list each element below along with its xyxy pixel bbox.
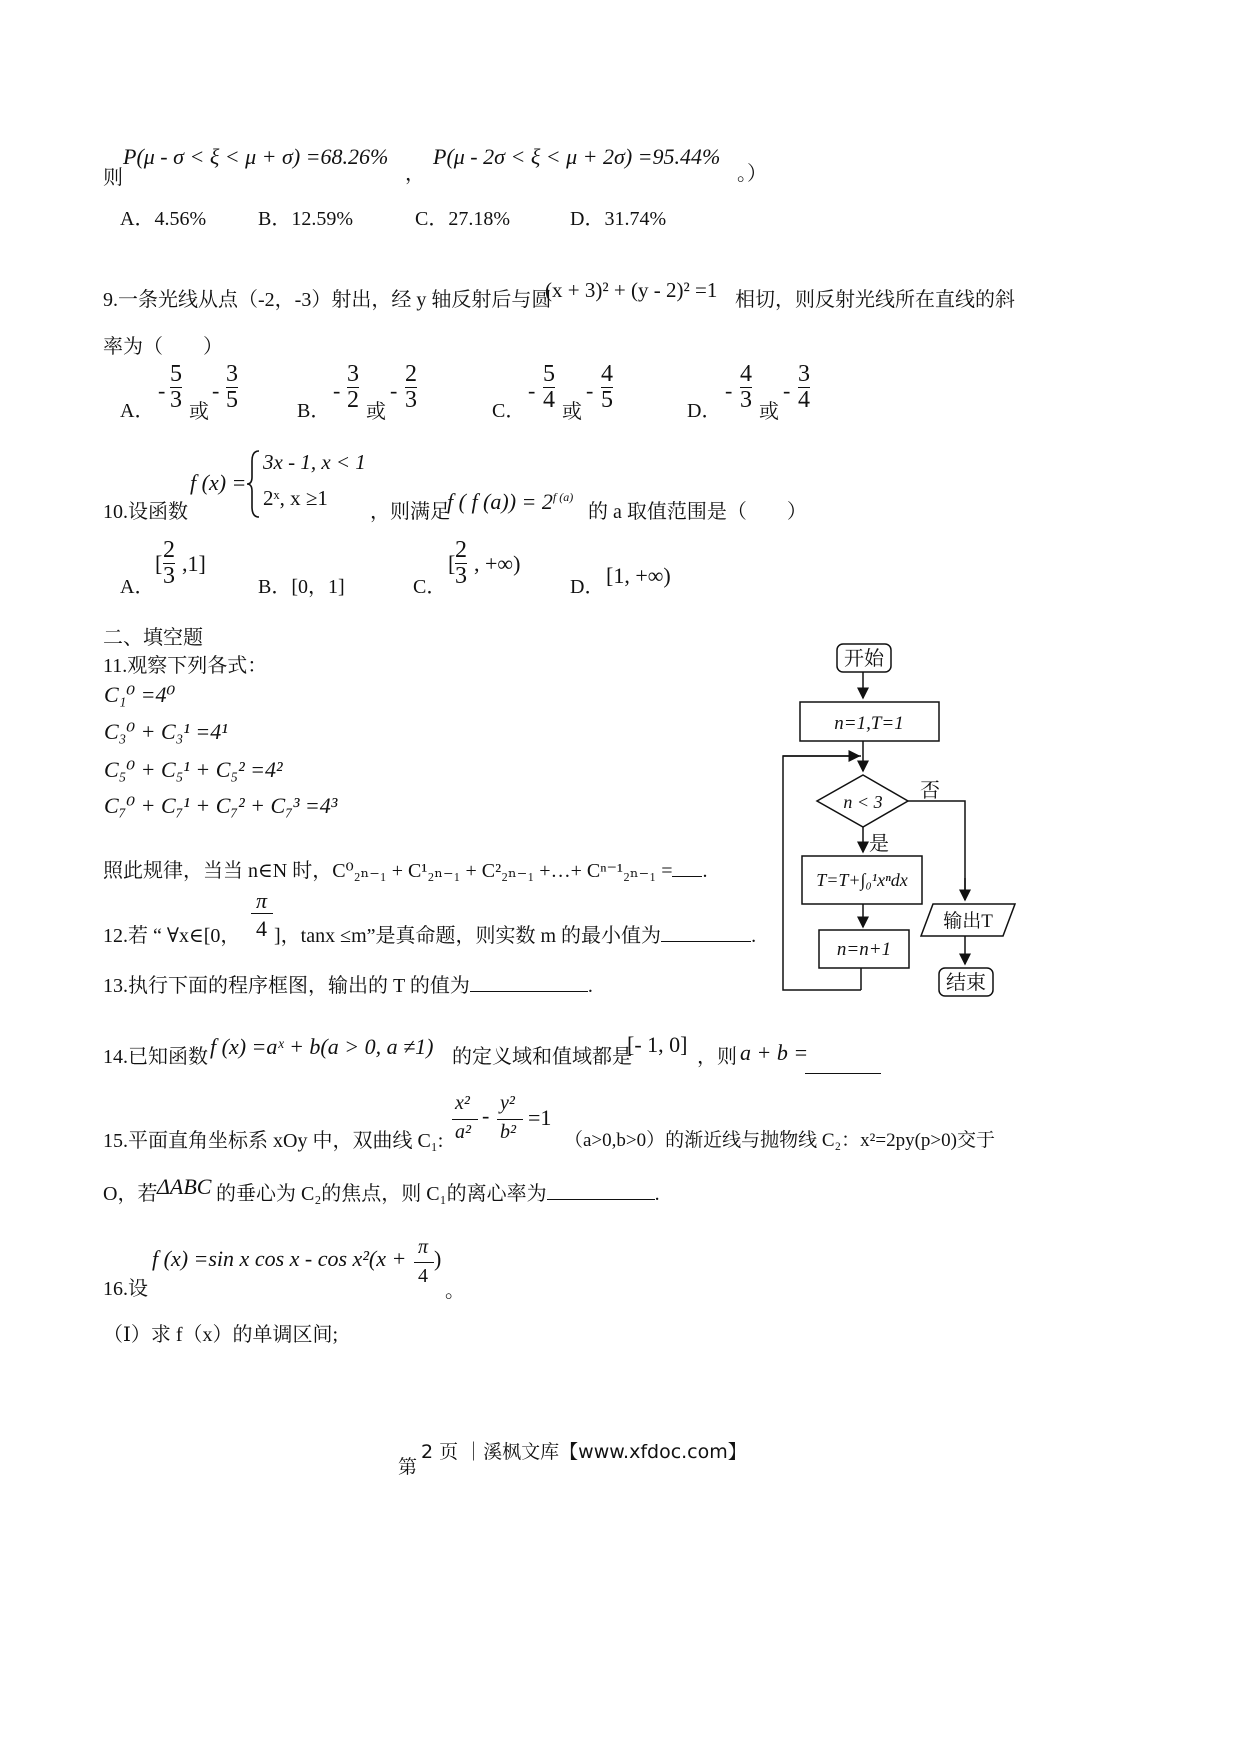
q9-b-minus-1: - — [333, 378, 341, 403]
q9-label-c: C． — [492, 400, 526, 422]
q10-option-b: B．[0，1] — [258, 576, 345, 598]
q10-function-name: f (x) = — [190, 470, 247, 495]
q10-c-open: [ — [448, 551, 456, 576]
q9-b-minus-2: - — [390, 378, 398, 403]
q9-a-frac-1: 5 3 — [170, 361, 182, 414]
q9-a-frac-2: 3 5 — [226, 361, 238, 414]
q9-b-or: 或 — [366, 401, 386, 423]
section-title-fill-blank: 二、填空题 — [103, 627, 203, 649]
q9-d-frac-2: 3 4 — [798, 361, 810, 414]
q14-interval: [- 1, 0] — [627, 1032, 688, 1057]
q14-middle: 的定义域和值域都是 — [452, 1046, 632, 1068]
q9-b-frac-2: 2 3 — [405, 361, 417, 414]
q8-option-d: D．31.74% — [570, 208, 667, 230]
q9-c-frac-2: 4 5 — [601, 361, 613, 414]
q14-prefix: 14.已知函数 — [103, 1046, 208, 1068]
q15-line2-a: O，若 — [103, 1183, 158, 1205]
q8-option-c: C．27.18% — [415, 208, 510, 230]
q14-expression: a + b = — [740, 1040, 809, 1065]
flow-condition-label: n < 3 — [843, 792, 883, 812]
q11-row-1: C₁⁰ =4⁰ — [104, 682, 176, 707]
flow-no-label: 否 — [920, 780, 940, 802]
q10-case-2: 2ˣ, x ≥1 — [263, 486, 328, 510]
q11-row-4: C₇⁰ + C₇¹ + C₇² + C₇³ =4³ — [104, 793, 338, 818]
q9-c-or: 或 — [562, 401, 582, 423]
flow-yes-label: 是 — [869, 833, 889, 855]
q9-label-d: D． — [687, 400, 722, 422]
flow-increment-label: n=n+1 — [836, 939, 892, 960]
q10-label-c: C． — [413, 576, 447, 598]
q10-a-open: [ — [155, 551, 163, 576]
q11-rule: 照此规律，当当 n∈N 时，C⁰₂ₙ₋₁ + C¹₂ₙ₋₁ + C²₂ₙ₋₁ +…+ Cⁿ⁻¹₂ₙ₋₁ = . — [103, 860, 708, 882]
q11-row-3: C₅⁰ + C₅¹ + C₅² =4² — [104, 757, 283, 782]
q16-part-1: （Ⅰ）求 f（x）的单调区间; — [103, 1324, 339, 1346]
q10-c-close: , +∞) — [474, 551, 521, 576]
q8-option-b: B．12.59% — [258, 208, 353, 230]
q9-c-frac-1: 5 4 — [543, 361, 555, 414]
q10-prefix: 10.设函数 — [103, 501, 188, 523]
q12-prefix: 12.若 “ ∀x∈[0， — [103, 925, 241, 947]
q9-circle-equation: (x + 3)² + (y - 2)² =1 — [545, 278, 718, 302]
q15-line2-b: 的垂心为 C₂的焦点，则 C₁的离心率为 . — [216, 1183, 660, 1205]
q16-pi: π — [418, 1236, 429, 1258]
flow-output-label: 输出T — [943, 911, 993, 932]
q11-title: 11.观察下列各式： — [103, 655, 268, 677]
q15-frac-bar-1 — [452, 1119, 478, 1120]
q9-text-after: 相切，则反射光线所在直线的斜 — [735, 289, 1015, 311]
q10-c-frac: 2 3 — [455, 537, 467, 590]
q15-a2: a² — [455, 1121, 471, 1143]
flow-start-label: 开始 — [844, 648, 884, 670]
q15-prefix: 15.平面直角坐标系 xOy 中，双曲线 C₁: — [103, 1130, 444, 1152]
q15-triangle: ΔABC — [157, 1174, 212, 1199]
q10-brace — [246, 449, 262, 519]
q8-prefix: 则 — [103, 167, 123, 189]
q14-formula: f (x) =aˣ + b(a > 0, a ≠1) — [210, 1034, 434, 1059]
q12-fraction-bar — [251, 913, 273, 914]
q10-label-d: D． — [570, 576, 605, 598]
q11-row-2: C₃⁰ + C₃¹ =4¹ — [104, 719, 228, 744]
footer-page-info: 2 页 ｜溪枫文库【www.xfdoc.com】 — [421, 1441, 747, 1463]
q9-a-minus-2: - — [212, 378, 220, 403]
footer-di: 第 — [398, 1457, 418, 1478]
q15-y2: y² — [500, 1092, 515, 1114]
q8-formula-1: P(μ - σ < ξ < μ + σ) =68.26% — [123, 144, 389, 169]
q15-minus: - — [482, 1103, 490, 1128]
q10-condition: f ( f $(a)) = 2^{f (a)}$ — [447, 489, 574, 514]
q13-text: 13.执行下面的程序框图，输出的 T 的值为 . — [103, 975, 593, 997]
q9-a-minus-1: - — [158, 378, 166, 403]
q8-comma: ， — [405, 163, 425, 185]
q9-d-minus-2: - — [783, 378, 791, 403]
q16-formula: f (x) =sin x cos x - cos x²(x + — [152, 1246, 407, 1271]
q9-d-or: 或 — [759, 401, 779, 423]
q9-label-b: B． — [297, 400, 331, 422]
q10-a-frac: 2 3 — [163, 537, 175, 590]
flowchart — [775, 638, 1035, 1003]
q8-option-a: A．4.56% — [120, 208, 207, 230]
q14-answer-blank — [805, 1073, 881, 1074]
flow-init-label: n=1,T=1 — [834, 713, 904, 734]
q9-line-2: 率为（ ） — [103, 336, 223, 358]
flow-no-line — [908, 801, 965, 900]
q14-suffix: ，则 — [697, 1046, 737, 1068]
q16-close-paren: ) — [434, 1246, 442, 1271]
q9-c-minus-2: - — [586, 378, 594, 403]
q9-label-a: A． — [120, 400, 155, 422]
q12-pi: π — [256, 888, 268, 913]
q15-x2: x² — [455, 1092, 470, 1114]
q16-four: 4 — [418, 1265, 428, 1287]
q16-fraction-bar — [414, 1262, 434, 1263]
q10-a-close: ,1] — [182, 551, 206, 576]
q15-rhs: =1 — [528, 1105, 552, 1130]
flow-end-label: 结束 — [946, 972, 986, 994]
q9-d-minus-1: - — [725, 378, 733, 403]
q9-a-or: 或 — [189, 401, 209, 423]
q9-d-frac-1: 4 3 — [740, 361, 752, 414]
q12-four: 4 — [256, 916, 267, 941]
q16-prefix: 16.设 — [103, 1278, 148, 1300]
q12-suffix: ]，tanx ≤m”是真命题，则实数 m 的最小值为 . — [274, 925, 757, 947]
q9-c-minus-1: - — [528, 378, 536, 403]
q10-label-a: A． — [120, 576, 155, 598]
q8-formula-2: P(μ - 2σ < ξ < μ + 2σ) =95.44% — [433, 144, 721, 169]
q10-middle: ，则满足 — [370, 501, 450, 523]
q9-b-frac-1: 3 2 — [347, 361, 359, 414]
q10-case-1: 3x - 1, x < 1 — [263, 450, 366, 474]
q10-suffix: 的 a 取值范围是（ ） — [588, 501, 807, 523]
flow-update-label: T=T+∫₀¹xⁿdx — [816, 870, 908, 890]
q15-b2: b² — [500, 1121, 516, 1143]
q15-frac-bar-2 — [497, 1119, 523, 1120]
q8-end: 。） — [737, 163, 767, 185]
q16-end: 。 — [445, 1280, 465, 1302]
q15-suffix: （a>0,b>0）的渐近线与抛物线 C₂：x²=2py(p>0)交于 — [564, 1130, 995, 1151]
q9-text-before: 9.一条光线从点（-2，-3）射出，经 y 轴反射后与圆 — [103, 289, 552, 311]
q10-option-d: [1, +∞) — [606, 563, 671, 588]
